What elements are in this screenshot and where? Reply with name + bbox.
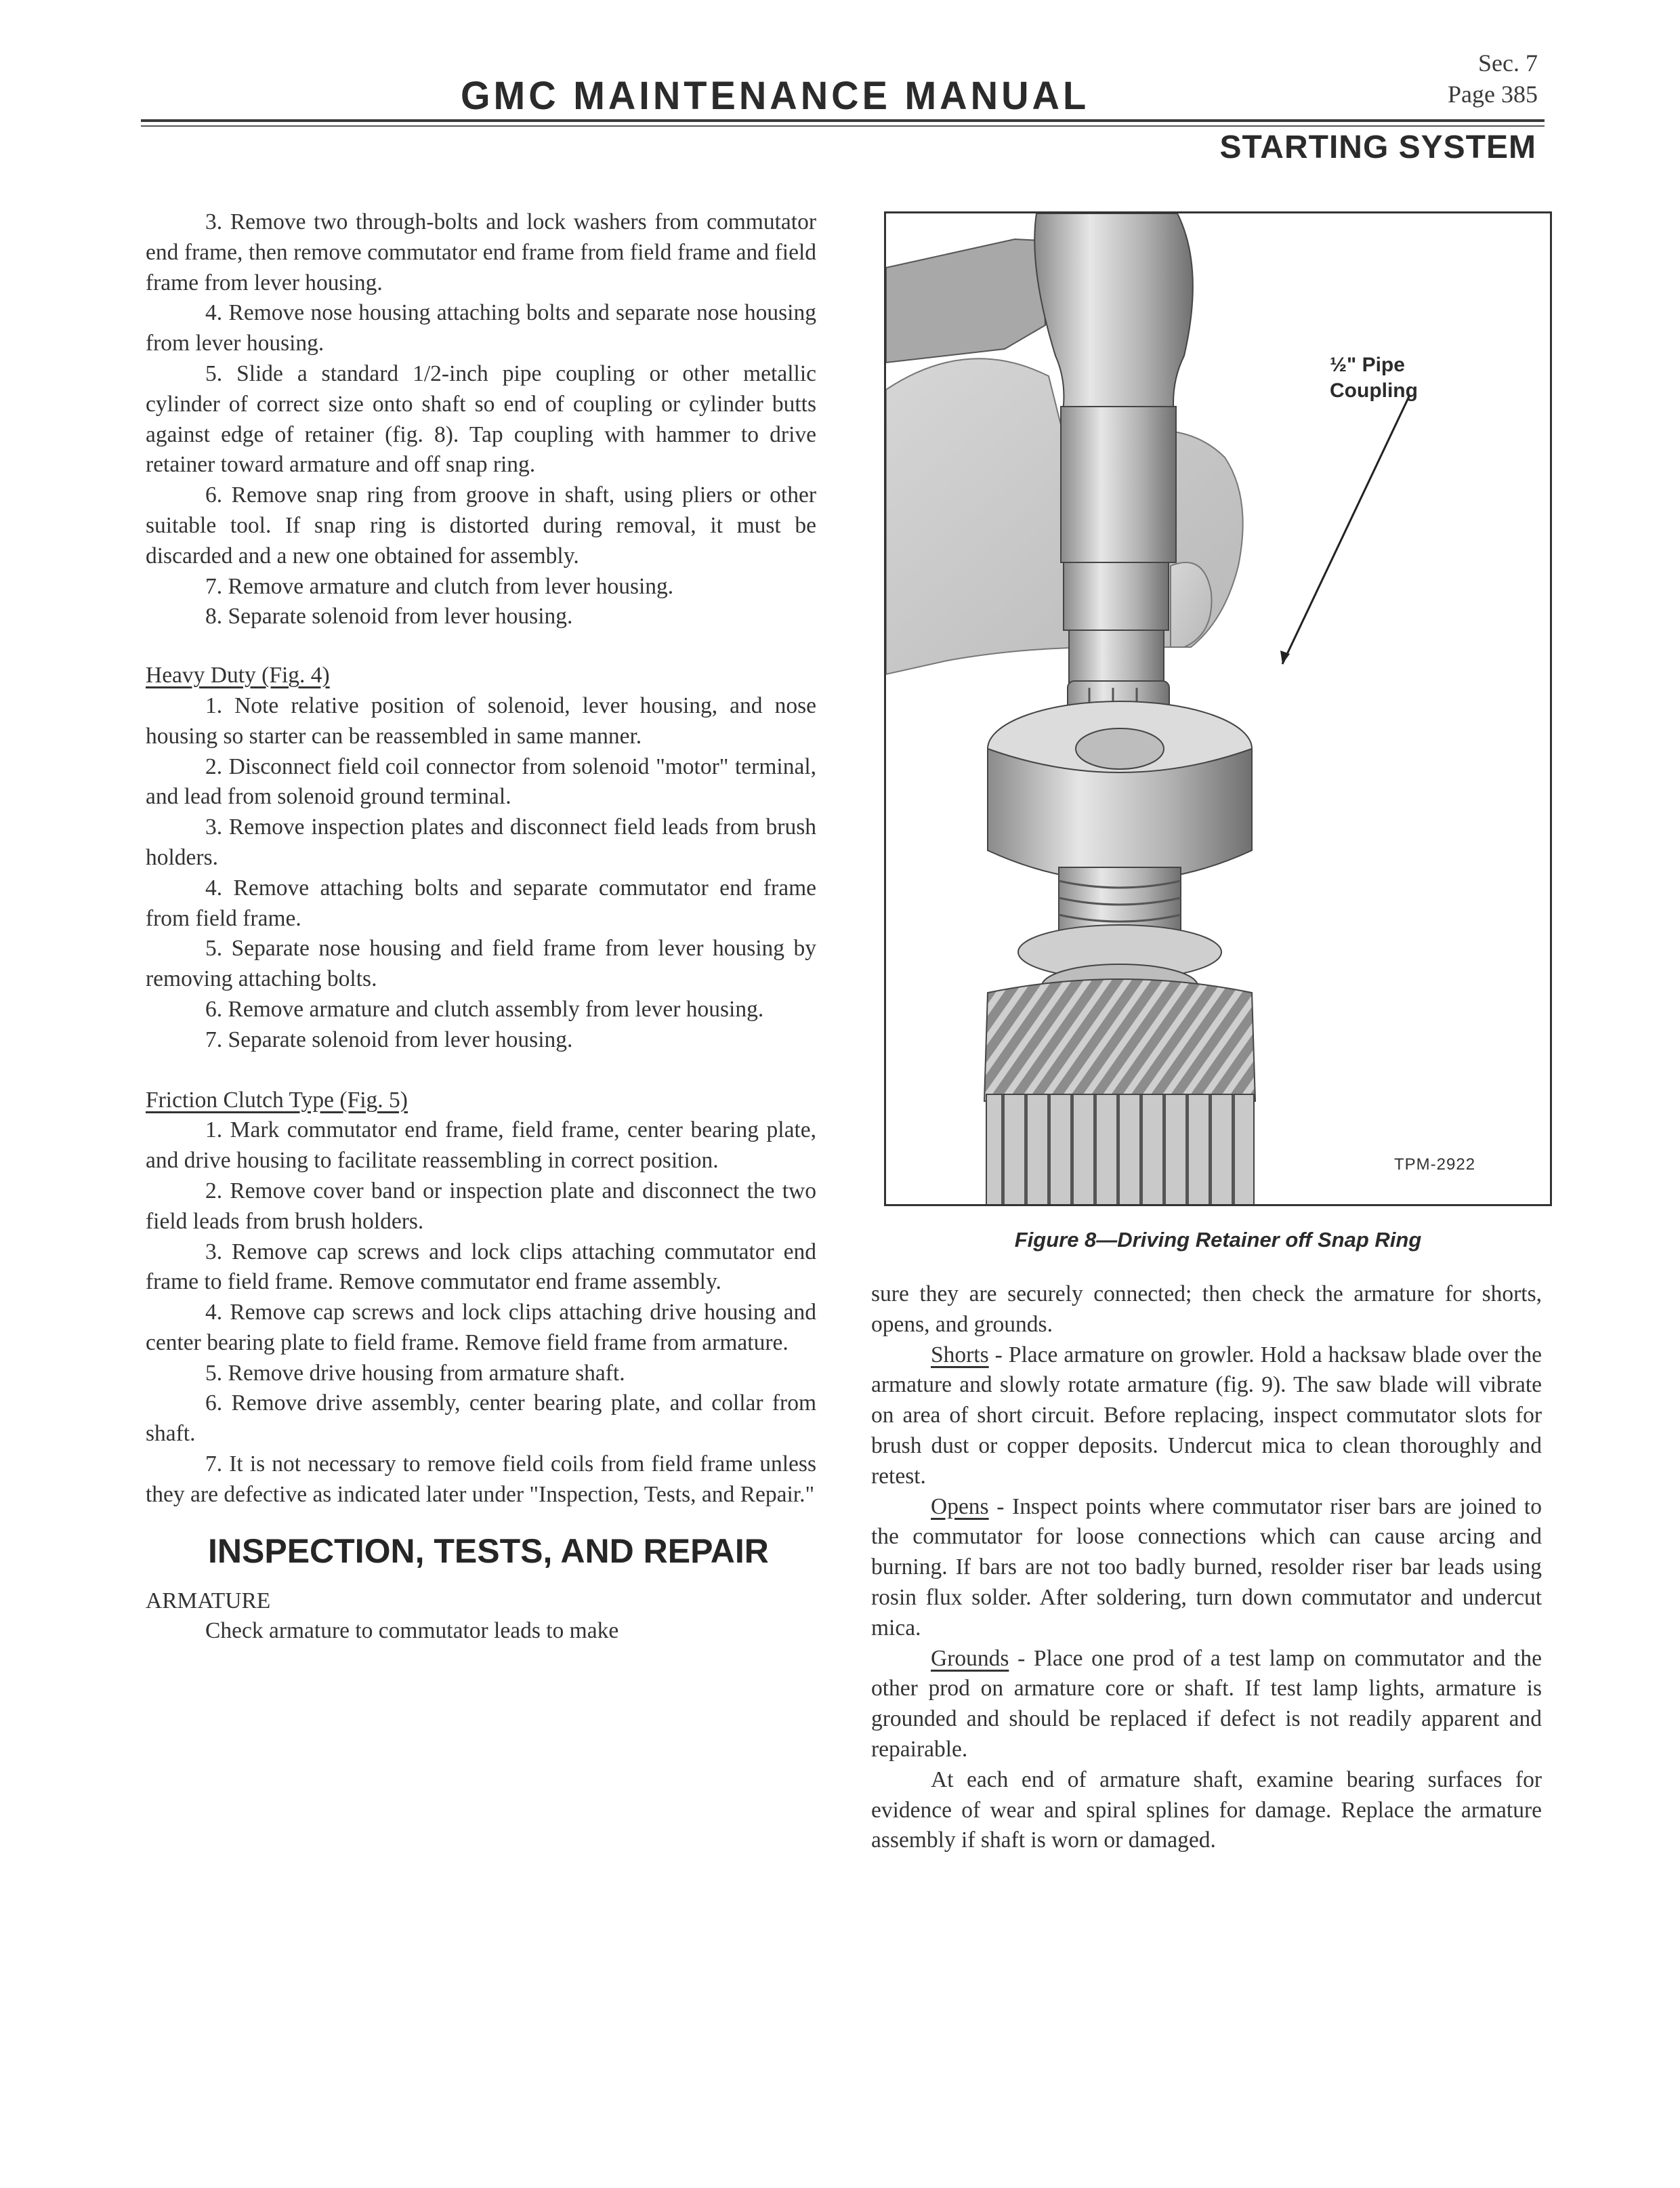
spacer xyxy=(146,632,816,661)
bearing-check-paragraph: At each end of armature shaft, examine bearing surfaces for evidence of wear and spiral splines for damage. Replace the armature assembly if shaft is worn or damaged. xyxy=(871,1767,1542,1853)
header-rule-top xyxy=(141,119,1545,122)
step-paragraph: 1. Mark commutator end frame, field frame, center bearing plate, and drive housing to facilitate reassembling in correct position. xyxy=(146,1117,816,1174)
opens-paragraph: Opens - Inspect points where commutator riser bars are joined to the commutator for loose connections which can cause arcing and burning. If bars are not too badly burned, resolder riser bar leads using rosin flux solder. After soldering, turn down commutator and undercut mica. xyxy=(871,1493,1542,1640)
step-paragraph: 7. It is not necessary to remove field coils from field frame unless they are defective as indicated later under "Inspection, Tests, and Repair." xyxy=(146,1451,816,1507)
header-rule-bottom xyxy=(141,125,1545,127)
section-title: STARTING SYSTEM xyxy=(1219,129,1536,165)
pipe-coupling-label: ½" Pipe Coupling xyxy=(1330,354,1418,402)
step-paragraph: 6. Remove armature and clutch assembly from lever housing. xyxy=(205,996,764,1022)
grounds-paragraph: Grounds - Place one prod of a test lamp on commutator and the other prod on armature core or shaft. If test lamp lights, armature is grounded and should be replaced if defect is not readily apparent and repairable. xyxy=(871,1645,1542,1762)
step-paragraph: 4. Remove cap screws and lock clips attaching drive housing and center bearing plate to field frame. Remove field frame from armature. xyxy=(146,1300,816,1355)
section-number: Sec. 7 xyxy=(1478,49,1538,77)
figure-caption: Figure 8—Driving Retainer off Snap Ring xyxy=(1014,1228,1422,1252)
step-paragraph: 7. Separate solenoid from lever housing. xyxy=(205,1027,573,1052)
armature-heading: ARMATURE xyxy=(146,1588,271,1613)
step-paragraph: 6. Remove snap ring from groove in shaft, using pliers or other suitable tool. If snap ring is distorted during removal, it must be discarded and a new one obtained for assembly. xyxy=(146,482,816,569)
spacer xyxy=(146,1056,816,1086)
step-paragraph: 6. Remove drive assembly, center bearing plate, and collar from shaft. xyxy=(146,1390,816,1447)
step-paragraph: 3. Remove inspection plates and disconnect field leads from brush holders. xyxy=(146,814,816,870)
subsection-heading-heavy-duty: Heavy Duty (Fig. 4) xyxy=(146,663,330,688)
shorts-paragraph: Shorts - Place armature on growler. Hold a hacksaw blade over the armature and slowly rotate armature (fig. 9). The saw blade will vibrate on area of short circuit. Before replacing, inspect commutator slots for brush dust or copper deposits. Undercut mica to clean thoroughly and retest. xyxy=(871,1342,1542,1489)
figure-8-illustration xyxy=(884,211,1552,1206)
step-paragraph: 5. Remove drive housing from armature shaft. xyxy=(205,1360,625,1386)
inspection-heading: INSPECTION, TESTS, AND REPAIR xyxy=(208,1531,769,1570)
figure-id: TPM-2922 xyxy=(1394,1155,1476,1174)
step-paragraph: 3. Remove two through-bolts and lock washers from commutator end frame, then remove commutator end frame from field frame and field frame from lever housing. xyxy=(146,209,816,295)
step-paragraph: 1. Note relative position of solenoid, lever housing, and nose housing so starter can be reassembled in same manner. xyxy=(146,693,816,749)
page-number: Page 385 xyxy=(1448,81,1538,108)
shorts-term: Shorts xyxy=(931,1342,989,1367)
step-paragraph: 2. Remove cover band or inspection plate and disconnect the two field leads from brush holders. xyxy=(146,1178,816,1234)
subsection-heading-friction-clutch: Friction Clutch Type (Fig. 5) xyxy=(146,1087,408,1113)
step-paragraph: 7. Remove armature and clutch from lever housing. xyxy=(205,573,674,599)
step-paragraph: 4. Remove attaching bolts and separate commutator end frame from field frame. xyxy=(146,875,816,931)
armature-intro: Check armature to commutator leads to make xyxy=(205,1618,619,1644)
left-column xyxy=(146,207,816,1647)
step-paragraph: 2. Disconnect field coil connector from solenoid "motor" terminal, and lead from solenoid ground terminal. xyxy=(146,754,816,810)
step-paragraph: 8. Separate solenoid from lever housing. xyxy=(205,604,573,629)
grounds-term: Grounds xyxy=(931,1645,1009,1671)
step-paragraph: 3. Remove cap screws and lock clips attaching commutator end frame to field frame. Remove commutator end frame assembly. xyxy=(146,1239,816,1295)
step-paragraph: 5. Slide a standard 1/2-inch pipe coupling or other metallic cylinder of correct size onto shaft so end of coupling or cylinder butts against edge of retainer (fig. 8). Tap coupling with hammer to drive retainer toward armature and off snap ring. xyxy=(146,360,816,478)
step-paragraph: 5. Separate nose housing and field frame from lever housing by removing attaching bolts. xyxy=(146,936,816,992)
right-column xyxy=(871,1279,1542,1856)
manual-title: GMC MAINTENANCE MANUAL xyxy=(461,73,1090,118)
opens-term: Opens xyxy=(931,1493,989,1519)
hammer-coupling-armature-illustration xyxy=(886,213,1550,1204)
step-paragraph: 4. Remove nose housing attaching bolts and separate nose housing from lever housing. xyxy=(146,300,816,356)
continuation-paragraph: sure they are securely connected; then check the armature for shorts, opens, and grounds. xyxy=(871,1281,1542,1337)
